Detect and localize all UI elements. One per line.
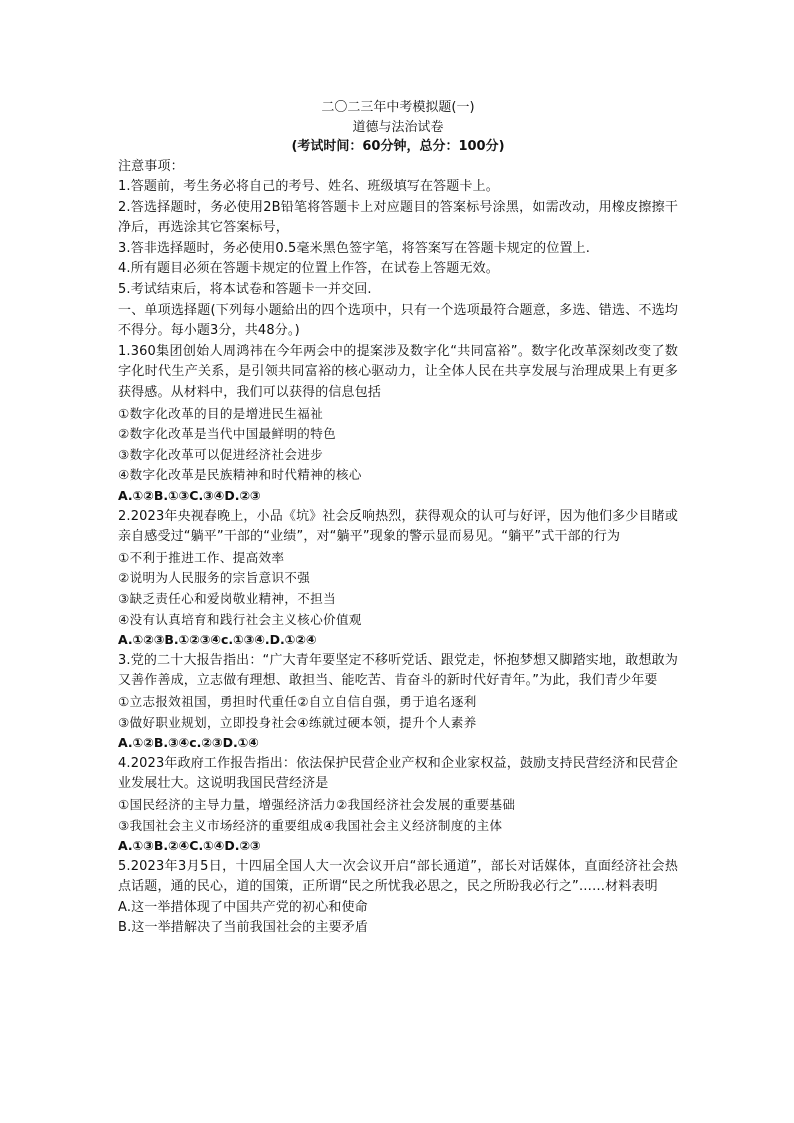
exam-info: (考试时间：60分钟，总分：100分) — [291, 139, 505, 154]
notes-heading: 注意事项： — [118, 158, 184, 174]
question-1 — [118, 342, 678, 507]
question-stem: 1.360集团创始人周鸿祎在今年两会中的提案涉及数字化“共同富裕”。数字化改革深刻改变了数字化时代生产关系，是引领共同富裕的核心驱动力，让全体人民在共享发展与治理成果上有更多获得感。从材料中，我们可以获得的信息包括 — [118, 343, 678, 401]
exam-title: 二〇二三年中考模拟题(一) — [321, 100, 475, 115]
exam-page — [118, 98, 678, 939]
question-4 — [118, 754, 678, 857]
note-item: 2.答选择题时，务必使用2B铅笔将答题卡上对应题目的答案标号涂黑，如需改动，用橡皮擦擦干净后，再选涂其它答案标号， — [118, 199, 678, 236]
note-item: 4.所有题目必须在答题卡规定的位置上作答，在试卷上答题无效。 — [118, 261, 499, 277]
option: ②说明为人民服务的宗旨意识不强 — [118, 570, 311, 586]
option: ③做好职业规划，立即投身社会④练就过硬本领，提升个人素养 — [118, 714, 477, 730]
exam-subject: 道德与法治试卷 — [352, 119, 444, 135]
option: ①数字化改革的目的是增进民生福祉 — [118, 405, 324, 421]
answer-choice: A.这一举措体现了中国共产党的初心和使命 — [118, 899, 368, 915]
question-2 — [118, 507, 678, 651]
answer-choices: A.①②③B.①②③④c.①③④.D.①②④ — [118, 632, 317, 648]
question-5 — [118, 857, 678, 939]
answer-choice: B.这一举措解决了当前我国社会的主要矛盾 — [118, 920, 369, 936]
option: ①立志报效祖国，勇担时代重任②自立自信自强，勇于追名逐利 — [118, 693, 477, 709]
option: ④数字化改革是民族精神和时代精神的核心 — [118, 467, 362, 483]
answer-choices: A.①②B.③④c.②③D.①④ — [118, 735, 259, 751]
question-3 — [118, 651, 678, 754]
answer-choices: A.①②B.①③C.③④D.②③ — [118, 488, 261, 503]
option: ③我国社会主义市场经济的重要组成④我国社会主义经济制度的主体 — [118, 817, 503, 833]
note-item: 3.答非选择题时，务必使用0.5毫米黑色签字笔，将答案写在答题卡规定的位置上. — [118, 240, 591, 256]
answer-choices: A.①③B.②④C.①④D.②③ — [118, 838, 261, 854]
question-stem: 2.2023年央视春晚上，小品《坑》社会反响热烈，获得观众的认可与好评，因为他们多少目睹或亲自感受过“躺平”干部的“业绩”，对“躺平”现象的警示显而易见。“躺平”式干部的行为 — [118, 508, 678, 545]
note-item: 5.考试结束后，将本试卷和答题卡一并交回. — [118, 282, 372, 298]
section-heading: 一、单项选择题(下列每小题給出的四个选项中，只有一个选项最符合题意，多选、错选、不选均不得分。每小题3分，共48分。) — [118, 302, 678, 339]
option: ③缺乏责任心和爱岗敬业精神，不担当 — [118, 590, 337, 606]
option: ①国民经济的主导力量，增强经济活力②我国经济社会发展的重要基础 — [118, 796, 516, 812]
option: ④没有认真培育和践行社会主义核心价值观 — [118, 611, 362, 627]
note-item: 1.答题前，考生务必将自己的考号、姓名、班级填写在答题卡上。 — [118, 179, 499, 195]
option: ②数字化改革是当代中国最鲜明的特色 — [118, 426, 337, 442]
question-stem: 3.党的二十大报告指出：“广大青年要坚定不移听党话、跟党走，怀抱梦想又脚踏实地，敢想敢为又善作善成，立志做有理想、敢担当、能吃苦、肯奋斗的新时代好青年。”为此，我们青少年要 — [118, 652, 678, 689]
question-stem: 4.2023年政府工作报告指出：依法保护民营企业产权和企业家权益，鼓励支持民营经济和民营企业发展壮大。这说明我国民营经济是 — [118, 755, 678, 792]
option: ①不利于推进工作、提高效率 — [118, 549, 285, 565]
option: ③数字化改革可以促进经济社会进步 — [118, 446, 324, 462]
question-stem: 5.2023年3月5日，十四届全国人大一次会议开启“部长通道”，部长对话媒体，直面经济社会热点话题，通的民心，道的国策，正所谓“民之所忧我必思之，民之所盼我必行之”……材料表明 — [118, 858, 678, 895]
